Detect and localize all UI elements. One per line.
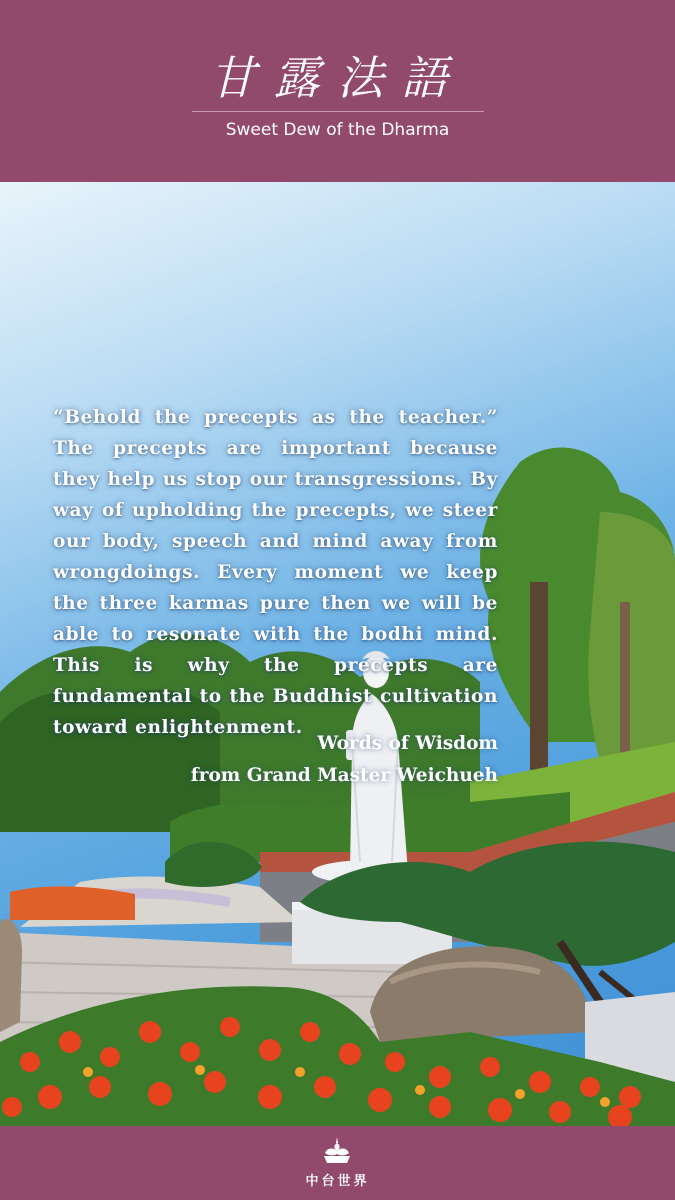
attribution bbox=[150, 728, 498, 792]
attribution-line-2: from Grand Master Weichueh bbox=[190, 765, 498, 786]
footer-banner bbox=[0, 1126, 675, 1200]
logo-text: 中台世界 bbox=[305, 1174, 370, 1189]
lotus-stupa-icon bbox=[321, 1136, 353, 1166]
header-divider bbox=[192, 111, 484, 112]
garden-photo bbox=[0, 182, 675, 1126]
subtitle: Sweet Dew of the Dharma bbox=[225, 120, 450, 140]
wisdom-quote: “Behold the precepts as the teacher.” The precepts are important because they help us stop our transgressions. By way of upholding the precepts, we steer our body, speech and mind away from wrongdoings. Every moment we keep the three karmas pure then we will be able to resonate with the bodhi mind. This is why the precepts are fundamental to the Buddhist cultivation toward enlightenment. bbox=[53, 407, 498, 738]
calligraphy-title: 甘露法語 bbox=[209, 51, 466, 105]
attribution-line-1: Words of Wisdom bbox=[317, 733, 498, 754]
header-banner bbox=[0, 0, 675, 182]
